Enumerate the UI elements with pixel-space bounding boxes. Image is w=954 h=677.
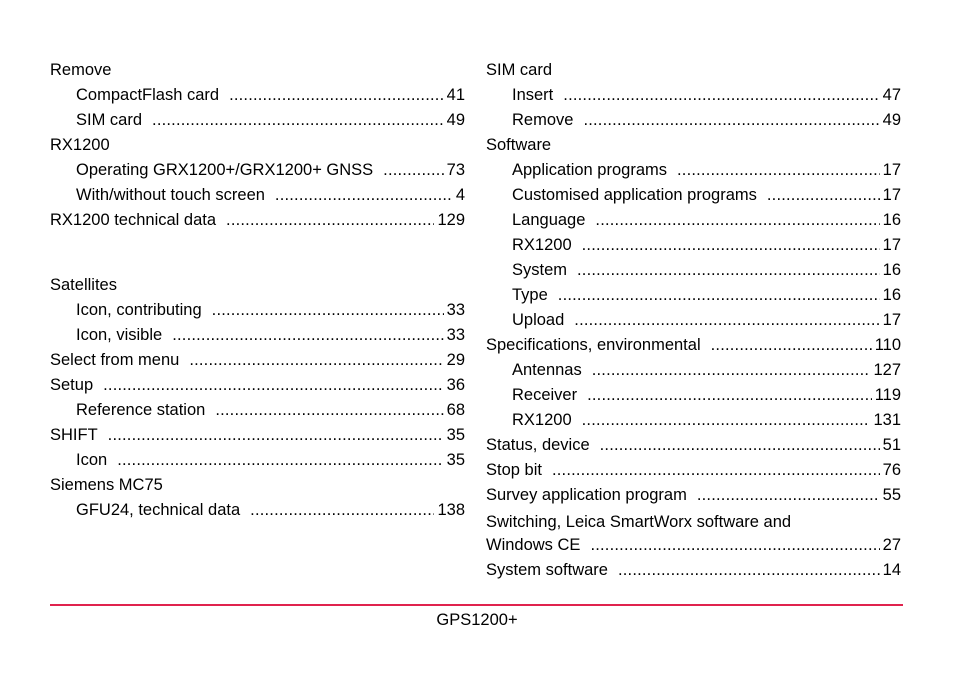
index-entry-label: Reference station	[76, 401, 206, 419]
index-subentry	[50, 158, 465, 183]
index-entry-label: Remove	[50, 61, 112, 79]
index-entry-label: SHIFT	[50, 426, 98, 444]
index-entry-label: With/without touch screen	[76, 186, 265, 204]
dot-leader	[189, 348, 443, 373]
index-subentry	[486, 83, 901, 108]
dot-leader	[767, 183, 880, 208]
index-subentry	[486, 408, 901, 433]
index-entry	[486, 133, 901, 158]
index-page-number: 17	[882, 161, 901, 179]
index-entry-label: Specifications, environmental	[486, 336, 701, 354]
index-entry-label: Language	[512, 211, 586, 229]
index-entry-label: Receiver	[512, 386, 578, 404]
dot-leader	[595, 208, 879, 233]
index-entry-label: RX1200	[512, 236, 572, 254]
index-subentry	[50, 323, 465, 348]
index-entry	[486, 483, 901, 508]
index-entry-label: Type	[512, 286, 548, 304]
index-page-number: 29	[446, 351, 465, 369]
dot-leader	[103, 373, 444, 398]
index-entry-label: Application programs	[512, 161, 667, 179]
index-entry-label: RX1200	[512, 411, 572, 429]
index-page-number: 68	[446, 401, 465, 419]
index-column-left	[50, 58, 465, 523]
index-subentry	[486, 208, 901, 233]
index-entry-label: Remove	[512, 111, 574, 129]
dot-leader	[108, 423, 444, 448]
dot-leader	[152, 108, 444, 133]
dot-leader	[558, 283, 880, 308]
index-subentry	[486, 233, 901, 258]
footer-rule	[50, 604, 903, 606]
index-subentry	[50, 83, 465, 108]
index-entry-label: Windows CE	[486, 536, 581, 554]
dot-leader	[574, 308, 879, 333]
dot-leader	[172, 323, 443, 348]
index-entry-label: SIM card	[76, 111, 143, 129]
index-page-number: 33	[446, 301, 465, 319]
index-entry-label: Select from menu	[50, 351, 180, 369]
dot-leader	[117, 448, 443, 473]
index-entry	[50, 208, 465, 233]
index-page-number: 49	[446, 111, 465, 129]
index-column-right	[486, 58, 901, 583]
index-page-number: 41	[446, 86, 465, 104]
dot-leader	[711, 333, 872, 358]
index-page-number: 73	[446, 161, 465, 179]
dot-leader	[587, 383, 872, 408]
index-entry-label: CompactFlash card	[76, 86, 220, 104]
dot-leader	[212, 298, 444, 323]
index-page-number: 110	[874, 336, 901, 354]
dot-leader	[383, 158, 443, 183]
index-entry-label: Switching, Leica SmartWorx software and	[486, 513, 792, 531]
dot-leader	[590, 533, 879, 558]
index-entry-label: Setup	[50, 376, 94, 394]
index-entry	[486, 333, 901, 358]
dot-leader	[226, 208, 434, 233]
index-entry-label: System	[512, 261, 568, 279]
index-entry-label: Upload	[512, 311, 565, 329]
index-entry-label: Siemens MC75	[50, 476, 163, 494]
index-subentry	[486, 158, 901, 183]
dot-leader	[697, 483, 880, 508]
index-entry-label: Operating GRX1200+/GRX1200+ GNSS	[76, 161, 374, 179]
index-subentry	[486, 108, 901, 133]
index-page-number: 35	[446, 451, 465, 469]
dot-leader	[618, 558, 880, 583]
index-entry-label: Satellites	[50, 276, 117, 294]
index-subentry	[50, 398, 465, 423]
index-page-number: 55	[882, 486, 901, 504]
index-page-number: 27	[882, 536, 901, 554]
index-page-number: 47	[882, 86, 901, 104]
index-subentry	[486, 183, 901, 208]
index-entry-label: GFU24, technical data	[76, 501, 241, 519]
index-subentry	[486, 308, 901, 333]
index-entry	[50, 373, 465, 398]
index-entry-label: System software	[486, 561, 608, 579]
index-page-number: 129	[437, 211, 465, 229]
index-subentry	[486, 258, 901, 283]
index-entry-label: Customised application programs	[512, 186, 757, 204]
index-entry-label: Software	[486, 136, 552, 154]
dot-leader	[552, 458, 880, 483]
index-entry-label: Icon, contributing	[76, 301, 202, 319]
index-entry	[50, 58, 465, 83]
index-page-number: 16	[882, 211, 901, 229]
dot-leader	[229, 83, 444, 108]
index-page-number: 138	[437, 501, 465, 519]
dot-leader	[215, 398, 443, 423]
index-entry-label: Status, device	[486, 436, 590, 454]
dot-leader	[592, 358, 871, 383]
index-page-number: 14	[882, 561, 901, 579]
dot-leader	[582, 408, 871, 433]
dot-leader	[275, 183, 453, 208]
index-page-number: 131	[873, 411, 901, 429]
index-page-number: 36	[446, 376, 465, 394]
index-entry-label: Insert	[512, 86, 554, 104]
index-entry	[486, 458, 901, 483]
index-entry	[486, 433, 901, 458]
dot-leader	[677, 158, 880, 183]
index-entry-label: Icon	[76, 451, 108, 469]
index-entry	[486, 533, 901, 558]
index-page-number: 16	[882, 286, 901, 304]
index-entry-label: Survey application program	[486, 486, 687, 504]
index-page-number: 33	[446, 326, 465, 344]
dot-leader	[600, 433, 880, 458]
index-subentry	[50, 298, 465, 323]
index-page-number: 4	[455, 186, 465, 204]
dot-leader	[250, 498, 434, 523]
dot-leader	[582, 233, 880, 258]
index-page-number: 127	[873, 361, 901, 379]
index-page-number: 16	[882, 261, 901, 279]
index-page-number: 17	[882, 311, 901, 329]
index-page-number: 49	[882, 111, 901, 129]
index-entry	[50, 423, 465, 448]
index-page-number: 51	[882, 436, 901, 454]
index-subentry	[50, 108, 465, 133]
index-page-number: 17	[882, 236, 901, 254]
index-subentry	[50, 498, 465, 523]
dot-leader	[577, 258, 880, 283]
index-entry-label: RX1200	[50, 136, 110, 154]
index-subentry	[486, 383, 901, 408]
index-entry-label: RX1200 technical data	[50, 211, 217, 229]
page-footer	[0, 611, 954, 630]
index-entry	[486, 558, 901, 583]
index-subentry	[50, 183, 465, 208]
index-entry-label: Antennas	[512, 361, 582, 379]
index-page-number: 119	[874, 386, 901, 404]
index-subentry	[50, 448, 465, 473]
index-entry	[50, 473, 465, 498]
index-entry-label: Icon, visible	[76, 326, 163, 344]
index-page-number: 17	[882, 186, 901, 204]
dot-leader	[583, 108, 879, 133]
index-subentry	[486, 283, 901, 308]
index-entry-label: Stop bit	[486, 461, 542, 479]
index-entry	[50, 133, 465, 158]
index-entry-label: SIM card	[486, 61, 553, 79]
index-subentry	[486, 358, 901, 383]
index-page-number: 76	[882, 461, 901, 479]
index-page-number: 35	[446, 426, 465, 444]
index-entry	[486, 511, 901, 533]
index-entry	[50, 273, 465, 298]
footer-title: GPS1200+	[436, 611, 518, 629]
index-entry	[50, 348, 465, 373]
dot-leader	[563, 83, 879, 108]
index-entry	[486, 58, 901, 83]
